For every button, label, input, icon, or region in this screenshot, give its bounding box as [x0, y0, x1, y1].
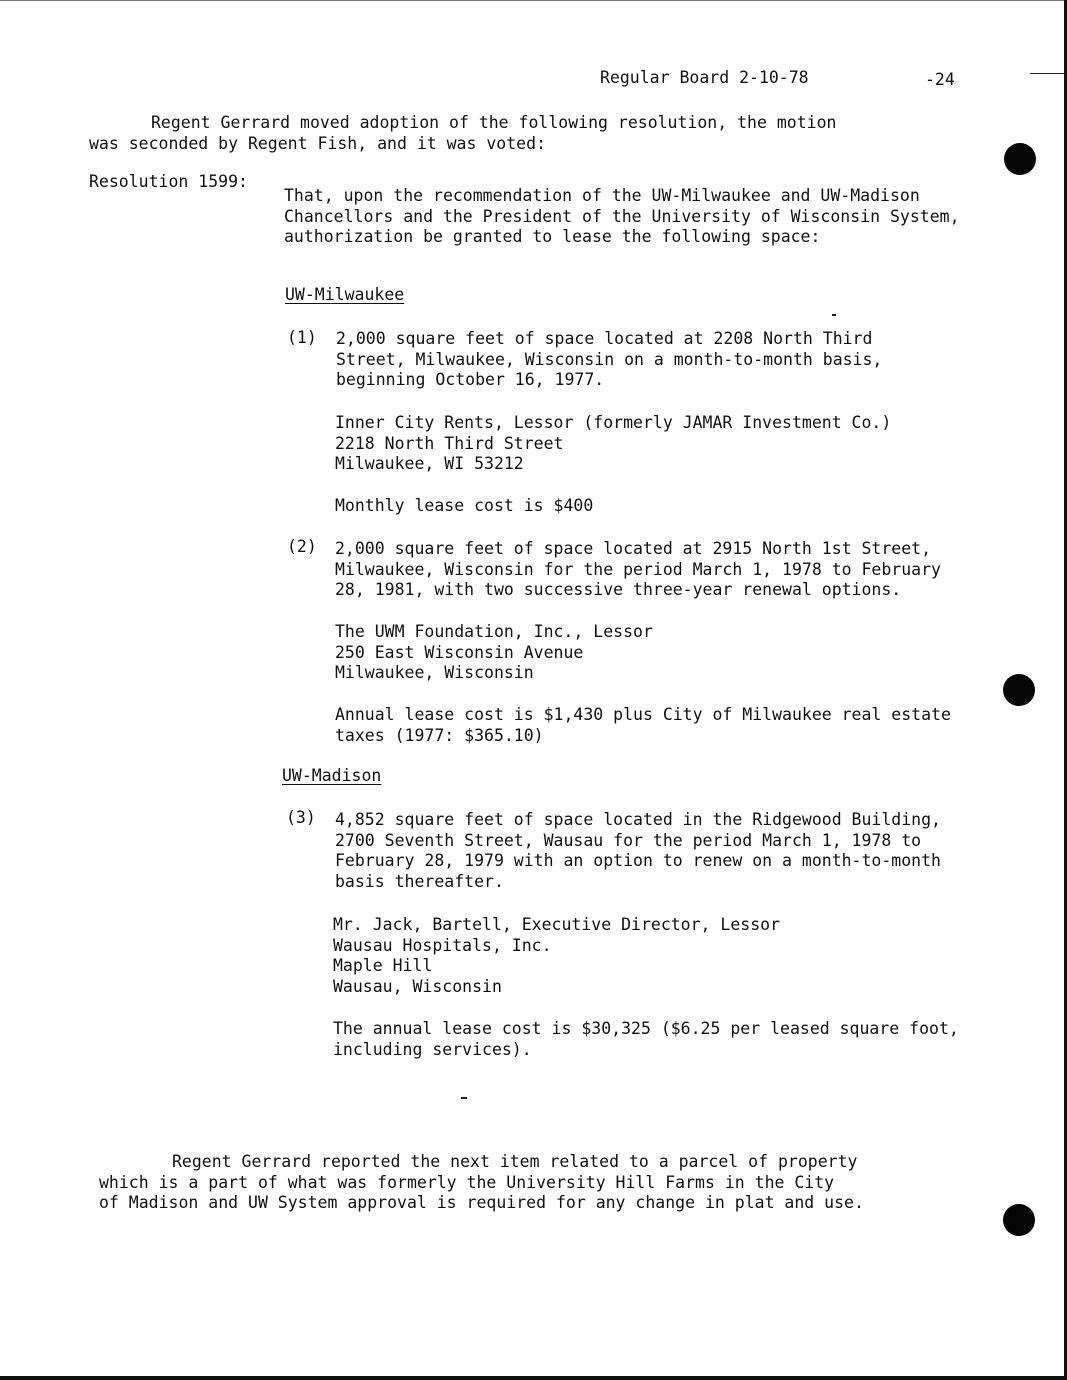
item-line: beginning October 16, 1977.	[336, 370, 605, 389]
cost-line: Annual lease cost is $1,430 plus City of Milwaukee real estate	[335, 705, 951, 724]
item-number-1: (1)	[287, 328, 317, 347]
lessor-line: The UWM Foundation, Inc., Lessor	[335, 622, 653, 641]
scan-edge-bottom	[0, 1376, 1067, 1380]
item-3-cost	[333, 1019, 959, 1060]
item-line: 2700 Seventh Street, Wausau for the period March 1, 1978 to	[335, 830, 922, 850]
item-line: 4,852 square feet of space located in the Ridgewood Building,	[335, 810, 941, 829]
item-2-cost	[335, 705, 951, 746]
item-number-3: (3)	[286, 808, 316, 827]
item-1-cost	[335, 496, 593, 517]
item-2-lessor	[335, 622, 653, 684]
item-1-lessor	[335, 413, 891, 475]
item-3-description	[335, 810, 941, 892]
lessor-line: Milwaukee, Wisconsin	[335, 663, 534, 682]
item-line: 2,000 square feet of space located at 2915 North 1st Street,	[335, 539, 932, 558]
cost-line: taxes (1977: $365.10)	[335, 725, 544, 745]
closing-line: which is a part of what was formerly the University Hill Farms in the City	[99, 1172, 835, 1192]
cost-line: including services).	[333, 1039, 532, 1059]
item-line: basis thereafter.	[335, 871, 504, 891]
item-2-description	[335, 539, 941, 601]
lessor-line: Inner City Rents, Lessor (formerly JAMAR Investment Co.)	[335, 413, 892, 432]
resolution-label: Resolution 1599:	[89, 172, 248, 191]
lessor-line: 250 East Wisconsin Avenue	[335, 642, 584, 662]
cost-line: Monthly lease cost is $400	[335, 496, 594, 515]
closing-line: of Madison and UW System approval is required for any change in plat and use.	[99, 1193, 864, 1212]
resolution-text	[284, 186, 960, 248]
scan-edge-top	[0, 0, 1067, 1]
item-line: 2,000 square feet of space located at 2208 North Third	[336, 329, 873, 348]
lessor-line: Milwaukee, WI 53212	[335, 454, 524, 473]
item-line: Street, Milwaukee, Wisconsin on a month-to-month basis,	[336, 349, 883, 369]
closing-line: Regent Gerrard reported the next item related to a parcel of property	[172, 1152, 858, 1171]
page-number: -24	[925, 70, 955, 89]
item-line: February 28, 1979 with an option to renew on a month-to-month	[335, 851, 941, 870]
resolution-line: authorization be granted to lease the following space:	[284, 227, 821, 246]
item-1-description	[336, 329, 882, 391]
intro-line: was seconded by Regent Fish, and it was voted:	[89, 133, 546, 153]
binder-hole-bottom	[1003, 1204, 1035, 1236]
section-heading-uw-madison: UW-Madison	[282, 766, 382, 785]
intro-paragraph	[89, 113, 836, 154]
item-line: 28, 1981, with two successive three-year renewal options.	[335, 580, 902, 599]
resolution-line: That, upon the recommendation of the UW-Milwaukee and UW-Madison	[284, 186, 920, 205]
item-number-2: (2)	[287, 537, 317, 556]
cost-line: The annual lease cost is $30,325 ($6.25 per leased square foot,	[333, 1019, 959, 1038]
binder-hole-top	[1004, 143, 1036, 175]
scan-mark	[1030, 73, 1066, 74]
lessor-line: Mr. Jack, Bartell, Executive Director, Lessor	[333, 915, 781, 934]
binder-hole-middle	[1003, 674, 1035, 706]
scan-mark	[832, 314, 836, 316]
resolution-line: Chancellors and the President of the University of Wisconsin System,	[284, 206, 960, 226]
scan-mark	[461, 1097, 467, 1099]
lessor-line: Wausau, Wisconsin	[333, 976, 502, 996]
lessor-line: Maple Hill	[333, 956, 433, 975]
lessor-line: 2218 North Third Street	[335, 433, 564, 453]
section-heading-uw-milwaukee: UW-Milwaukee	[285, 285, 405, 304]
header-title: Regular Board 2-10-78	[600, 68, 809, 87]
closing-paragraph	[99, 1152, 864, 1214]
intro-line: Regent Gerrard moved adoption of the following resolution, the motion	[151, 113, 837, 132]
lessor-line: Wausau Hospitals, Inc.	[333, 935, 552, 955]
item-line: Milwaukee, Wisconsin for the period March 1, 1978 to February	[335, 559, 941, 579]
item-3-lessor	[333, 915, 780, 997]
